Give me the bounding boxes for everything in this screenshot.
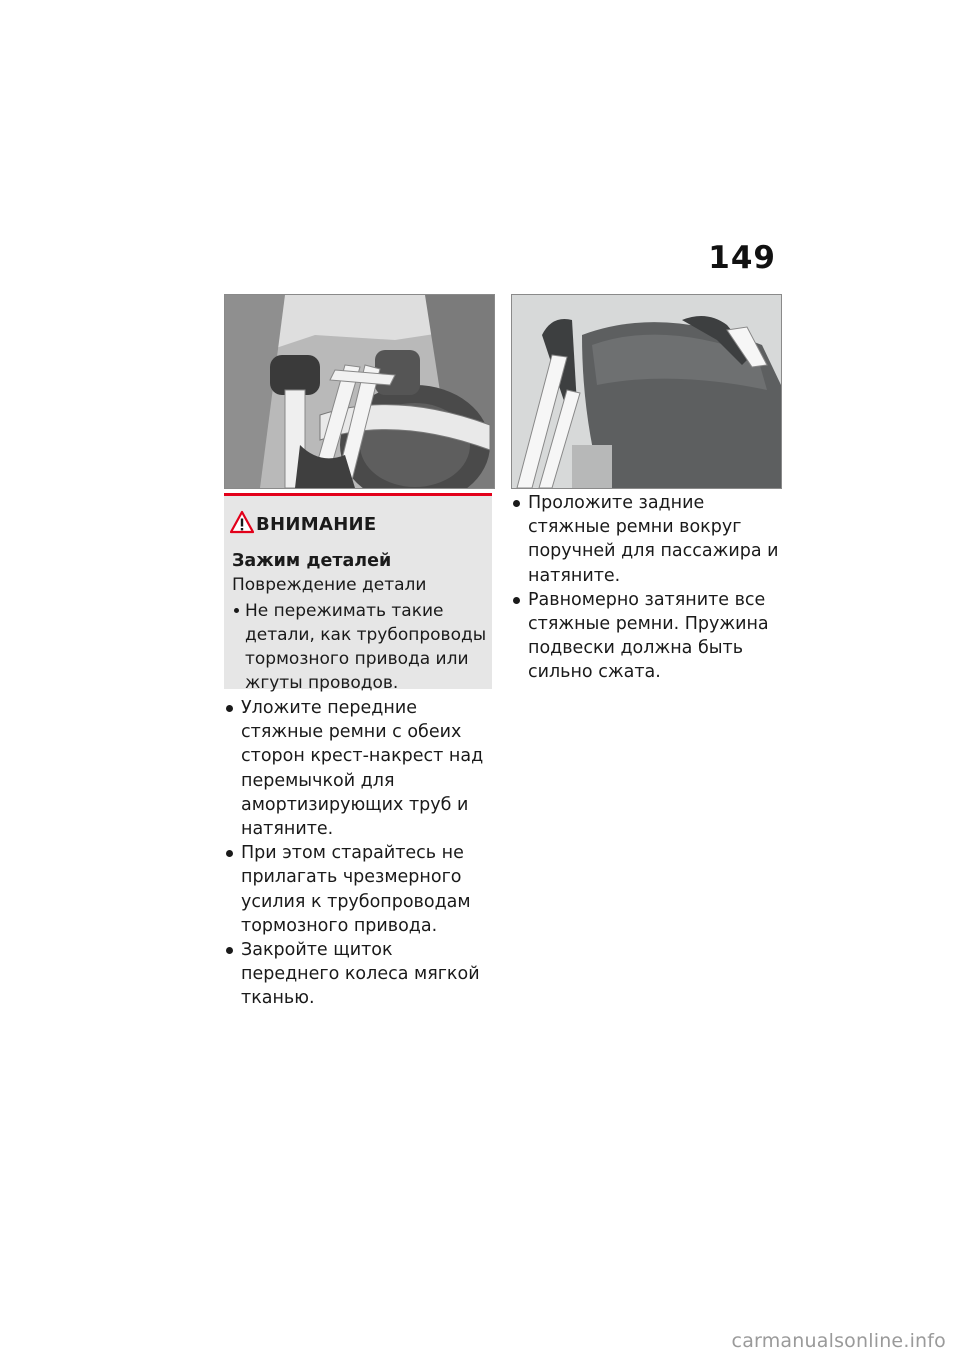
- page-number: 149: [708, 240, 776, 276]
- list-item: [511, 491, 783, 588]
- watermark: carmanualsonline.info: [731, 1330, 946, 1352]
- bullet-dot-icon: [234, 608, 239, 613]
- list-item-text: Уложите передние стяжные ремни с обеих сторон крест-накрест над перемычкой для амортизирующих труб и натяните.: [241, 698, 484, 840]
- list-item: [224, 696, 494, 841]
- warning-box: [224, 493, 492, 693]
- warning-description: Повреждение детали: [232, 575, 427, 595]
- warning-title: ВНИМАНИЕ: [256, 514, 377, 535]
- list-item: [224, 841, 494, 938]
- list-item-text: Проложите задние стяжные ремни вокруг поручней для пассажира и натяните.: [528, 493, 779, 586]
- warning-bullet-text: Не пережимать такие детали, как трубопроводы тормозного привода или жгуты проводов.: [245, 601, 487, 693]
- list-item: [224, 938, 494, 1011]
- left-instruction-list: [224, 696, 494, 1011]
- warning-subtitle: Зажим деталей: [232, 551, 392, 571]
- right-instruction-list: [511, 491, 783, 685]
- list-item-text: Равномерно затяните все стяжные ремни. Пружина подвески должна быть сильно сжата.: [528, 589, 769, 683]
- rear-seat-strap-photo: [511, 294, 782, 489]
- bullet-dot-icon: [513, 500, 520, 507]
- bullet-dot-icon: [226, 850, 233, 857]
- bullet-dot-icon: [513, 597, 520, 604]
- warning-bullet: [232, 599, 488, 695]
- list-item-text: Закройте щиток переднего колеса мягкой тканью.: [241, 940, 480, 1009]
- bullet-dot-icon: [226, 705, 233, 712]
- list-item-text: При этом старайтесь не прилагать чрезмерного усилия к трубопроводам тормозного привода.: [241, 843, 471, 936]
- list-item: [511, 588, 783, 685]
- bullet-dot-icon: [226, 947, 233, 954]
- front-fork-strap-photo: [224, 294, 495, 489]
- warning-triangle-icon: [230, 510, 254, 534]
